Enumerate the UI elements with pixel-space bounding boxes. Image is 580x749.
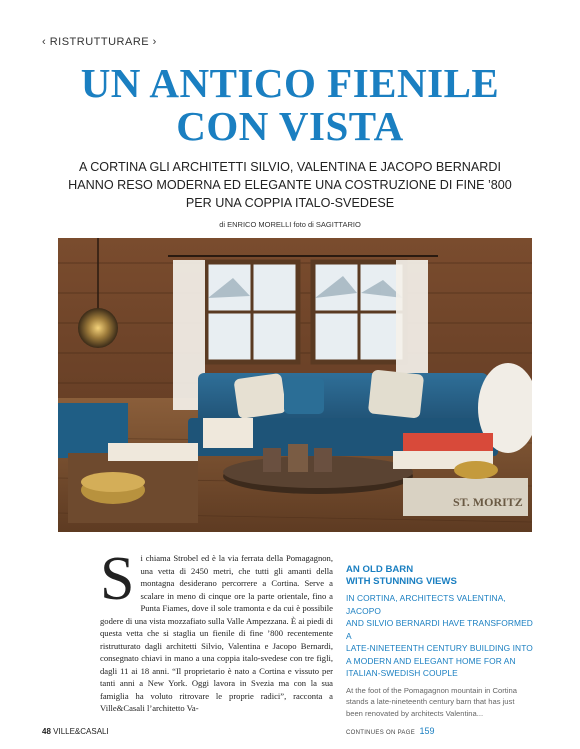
english-title-line-2: WITH STUNNING VIEWS (346, 576, 457, 587)
english-subhead-line: AND SILVIO BERNARDI HAVE TRANSFORMED A (346, 618, 533, 641)
section-label: ‹ RISTRUTTURARE › (42, 36, 157, 48)
english-body-line: At the foot of the Pomagagnon mountain in Cortina (346, 685, 517, 695)
page-number: 48 (42, 727, 51, 736)
subheadline (40, 158, 540, 212)
continues-label: CONTINUES ON PAGE (346, 730, 415, 736)
english-subhead-line: A MODERN AND ELEGANT HOME FOR AN (346, 655, 516, 666)
page-folio (42, 727, 109, 736)
book-spine-text: ST. MORITZ (453, 495, 523, 509)
photo-illustration (58, 238, 532, 532)
living-room-photo (58, 238, 532, 532)
continues-page-number: 159 (419, 726, 435, 736)
continues-on-page[interactable] (346, 721, 536, 739)
english-subhead (346, 592, 536, 680)
english-title-line-1: AN OLD BARN (346, 564, 414, 575)
headline-line-1: UN ANTICO FIENILE (80, 60, 500, 106)
subhead-line-1: A CORTINA GLI ARCHITETTI SILVIO, VALENTINA E JACOPO BERNARDI (79, 160, 501, 174)
english-subhead-line: IN CORTINA, ARCHITECTS VALENTINA, JACOPO (346, 593, 506, 616)
english-body-line: stands a late-nineteenth century barn that has just (346, 697, 515, 706)
english-subhead-line: ITALIAN-SWEDISH COUPLE (346, 668, 458, 678)
byline: di ENRICO MORELLI foto di SAGITTARIO (219, 220, 361, 229)
magazine-name: VILLE&CASALI (53, 727, 109, 736)
subhead-line-3: PER UNA COPPIA ITALO-SVEDESE (185, 196, 395, 210)
subhead-line-2: HANNO RESO MODERNA ED ELEGANTE UNA COSTRUZIONE DI FINE ’800 (68, 178, 512, 192)
article-body-italian (100, 545, 333, 715)
english-body (346, 685, 536, 720)
headline-line-2: CON VISTA (176, 103, 404, 149)
article-text: i chiama Strobel ed è la via ferrata della Pomagagnon, una vetta di 2450 metri, che tutti gli amanti della montagna desiderano percorrere a Cortina. Serve a scalare in meno di cinque ore la parte orientale, fino a Punta Fiames, dove il sole tramonta e da cui è possibile godere di una vista mozzafiato sulla Valle Ampezzana. È ai piedi di questa vetta che si staglia un fienile di fine ’800 recentemente ristrutturato dagli architetti Silvio, Valentina e Jacopo Bernardi, consegnato chiavi in mano a una coppia italo-svedese con tre figli, dagli 11 ai 18 anni. “Il proprietario è nato a Cortina e vissuto per tanti anni a New York. Oggi lavora in Svezia ma con la sua famiglia ha voluto ritrovare le proprie radici”, racconta a Ville&Casali l’architetto Va- (100, 553, 333, 713)
english-title (346, 564, 536, 588)
english-subhead-line: LATE-NINETEENTH CENTURY BUILDING INTO (346, 643, 533, 653)
english-summary (346, 564, 536, 739)
dropcap: S (100, 545, 135, 613)
headline (0, 62, 580, 148)
english-body-line: been renovated by architects Valentina... (346, 708, 484, 718)
